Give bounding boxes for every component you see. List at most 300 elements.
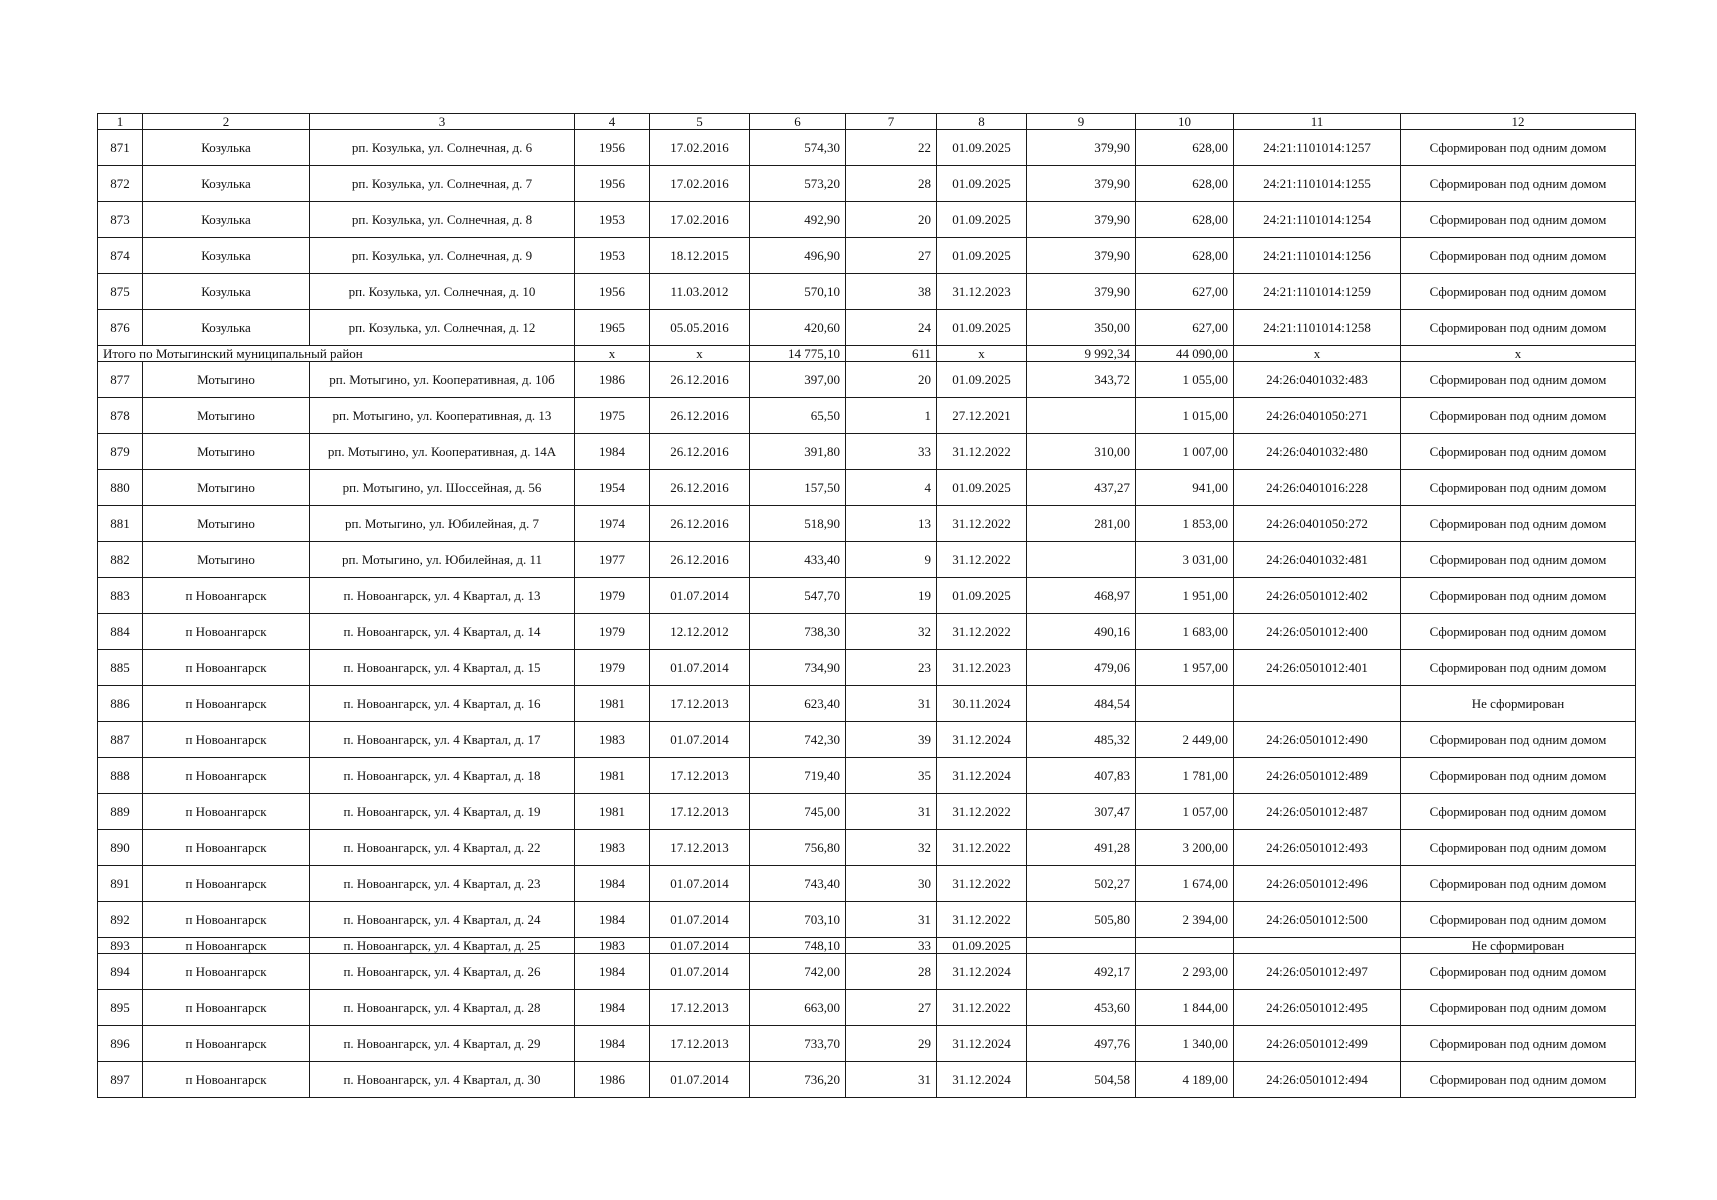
land-status-cell: Сформирован под одним домом xyxy=(1401,166,1636,202)
area-cell: 738,30 xyxy=(750,614,846,650)
land-status-cell: Сформирован под одним домом xyxy=(1401,578,1636,614)
cadastral-number-cell: 24:21:1101014:1254 xyxy=(1234,202,1401,238)
cost-cell: 307,47 xyxy=(1027,794,1136,830)
address-cell: рп. Мотыгино, ул. Кооперативная, д. 14А xyxy=(310,434,575,470)
address-cell: п. Новоангарск, ул. 4 Квартал, д. 26 xyxy=(310,954,575,990)
date-cell: 01.07.2014 xyxy=(650,1062,750,1098)
cadastral-number-cell: 24:26:0401032:480 xyxy=(1234,434,1401,470)
land-area-cell: 2 394,00 xyxy=(1136,902,1234,938)
locality-cell: п Новоангарск xyxy=(143,990,310,1026)
address-cell: п. Новоангарск, ул. 4 Квартал, д. 18 xyxy=(310,758,575,794)
address-cell: рп. Козулька, ул. Солнечная, д. 8 xyxy=(310,202,575,238)
land-status-cell: Сформирован под одним домом xyxy=(1401,310,1636,346)
subtotal-area-cell: 14 775,10 xyxy=(750,346,846,362)
cadastral-number-cell: 24:26:0501012:402 xyxy=(1234,578,1401,614)
residents-count-cell: 39 xyxy=(846,722,937,758)
land-area-cell: 1 781,00 xyxy=(1136,758,1234,794)
locality-cell: п Новоангарск xyxy=(143,650,310,686)
land-area-cell: 1 853,00 xyxy=(1136,506,1234,542)
cost-cell: 502,27 xyxy=(1027,866,1136,902)
date-cell: 11.03.2012 xyxy=(650,274,750,310)
residents-count-cell: 13 xyxy=(846,506,937,542)
deadline-date-cell: 31.12.2023 xyxy=(937,274,1027,310)
land-area-cell: 1 951,00 xyxy=(1136,578,1234,614)
year-cell: 1986 xyxy=(575,1062,650,1098)
deadline-date-cell: 31.12.2022 xyxy=(937,434,1027,470)
column-number-header: 12 xyxy=(1401,114,1636,130)
cost-cell: 379,90 xyxy=(1027,238,1136,274)
row-number-cell: 893 xyxy=(98,938,143,954)
area-cell: 736,20 xyxy=(750,1062,846,1098)
address-cell: п. Новоангарск, ул. 4 Квартал, д. 17 xyxy=(310,722,575,758)
residents-count-cell: 1 xyxy=(846,398,937,434)
cadastral-number-cell: 24:26:0501012:400 xyxy=(1234,614,1401,650)
row-number-cell: 890 xyxy=(98,830,143,866)
address-cell: п. Новоангарск, ул. 4 Квартал, д. 30 xyxy=(310,1062,575,1098)
row-number-cell: 882 xyxy=(98,542,143,578)
residents-count-cell: 20 xyxy=(846,202,937,238)
cadastral-number-cell: 24:21:1101014:1256 xyxy=(1234,238,1401,274)
land-area-cell: 4 189,00 xyxy=(1136,1062,1234,1098)
deadline-date-cell: 31.12.2022 xyxy=(937,990,1027,1026)
date-cell: 17.12.2013 xyxy=(650,794,750,830)
row-number-cell: 881 xyxy=(98,506,143,542)
deadline-date-cell: 31.12.2022 xyxy=(937,866,1027,902)
land-status-cell: Не сформирован xyxy=(1401,938,1636,954)
date-cell: 05.05.2016 xyxy=(650,310,750,346)
address-cell: п. Новоангарск, ул. 4 Квартал, д. 23 xyxy=(310,866,575,902)
residents-count-cell: 32 xyxy=(846,614,937,650)
row-number-cell: 879 xyxy=(98,434,143,470)
date-cell: 26.12.2016 xyxy=(650,470,750,506)
row-number-cell: 888 xyxy=(98,758,143,794)
locality-cell: Козулька xyxy=(143,130,310,166)
residents-count-cell: 28 xyxy=(846,166,937,202)
cost-cell: 505,80 xyxy=(1027,902,1136,938)
land-area-cell: 941,00 xyxy=(1136,470,1234,506)
table-row xyxy=(98,130,1636,166)
land-area-cell: 1 015,00 xyxy=(1136,398,1234,434)
residents-count-cell: 23 xyxy=(846,650,937,686)
year-cell: 1981 xyxy=(575,794,650,830)
table-row xyxy=(98,794,1636,830)
residents-count-cell: 28 xyxy=(846,954,937,990)
land-area-cell: 1 957,00 xyxy=(1136,650,1234,686)
row-number-cell: 873 xyxy=(98,202,143,238)
cadastral-number-cell xyxy=(1234,938,1401,954)
area-cell: 745,00 xyxy=(750,794,846,830)
cost-cell: 453,60 xyxy=(1027,990,1136,1026)
cost-cell: 504,58 xyxy=(1027,1062,1136,1098)
column-number-header: 8 xyxy=(937,114,1027,130)
year-cell: 1953 xyxy=(575,202,650,238)
residents-count-cell: 33 xyxy=(846,434,937,470)
table-row xyxy=(98,238,1636,274)
deadline-date-cell: 31.12.2022 xyxy=(937,542,1027,578)
year-cell: 1983 xyxy=(575,722,650,758)
locality-cell: п Новоангарск xyxy=(143,578,310,614)
year-cell: 1954 xyxy=(575,470,650,506)
deadline-date-cell: 01.09.2025 xyxy=(937,470,1027,506)
year-cell: 1984 xyxy=(575,1026,650,1062)
subtotal-label: Итого по Мотыгинский муниципальный район xyxy=(98,346,575,362)
residents-count-cell: 38 xyxy=(846,274,937,310)
cost-cell: 379,90 xyxy=(1027,166,1136,202)
table-row xyxy=(98,866,1636,902)
cadastral-number-cell xyxy=(1234,686,1401,722)
deadline-date-cell: 01.09.2025 xyxy=(937,238,1027,274)
column-number-header: 6 xyxy=(750,114,846,130)
deadline-date-cell: 27.12.2021 xyxy=(937,398,1027,434)
subtotal-deadline-cell: x xyxy=(937,346,1027,362)
residents-count-cell: 29 xyxy=(846,1026,937,1062)
subtotal-cost-cell: 9 992,34 xyxy=(1027,346,1136,362)
date-cell: 01.07.2014 xyxy=(650,650,750,686)
table-row xyxy=(98,202,1636,238)
address-cell: рп. Мотыгино, ул. Кооперативная, д. 13 xyxy=(310,398,575,434)
land-area-cell: 1 683,00 xyxy=(1136,614,1234,650)
table-row xyxy=(98,830,1636,866)
address-cell: п. Новоангарск, ул. 4 Квартал, д. 28 xyxy=(310,990,575,1026)
land-area-cell: 3 031,00 xyxy=(1136,542,1234,578)
land-area-cell xyxy=(1136,686,1234,722)
residents-count-cell: 27 xyxy=(846,990,937,1026)
table-row xyxy=(98,542,1636,578)
locality-cell: п Новоангарск xyxy=(143,866,310,902)
area-cell: 748,10 xyxy=(750,938,846,954)
locality-cell: Козулька xyxy=(143,202,310,238)
land-status-cell: Сформирован под одним домом xyxy=(1401,434,1636,470)
year-cell: 1981 xyxy=(575,758,650,794)
address-cell: рп. Мотыгино, ул. Шоссейная, д. 56 xyxy=(310,470,575,506)
cadastral-number-cell: 24:26:0501012:495 xyxy=(1234,990,1401,1026)
cadastral-number-cell: 24:21:1101014:1259 xyxy=(1234,274,1401,310)
deadline-date-cell: 01.09.2025 xyxy=(937,578,1027,614)
year-cell: 1965 xyxy=(575,310,650,346)
area-cell: 391,80 xyxy=(750,434,846,470)
locality-cell: п Новоангарск xyxy=(143,686,310,722)
area-cell: 397,00 xyxy=(750,362,846,398)
land-status-cell: Сформирован под одним домом xyxy=(1401,238,1636,274)
year-cell: 1979 xyxy=(575,614,650,650)
row-number-cell: 874 xyxy=(98,238,143,274)
cost-cell: 492,17 xyxy=(1027,954,1136,990)
row-number-cell: 875 xyxy=(98,274,143,310)
address-cell: п. Новоангарск, ул. 4 Квартал, д. 16 xyxy=(310,686,575,722)
land-status-cell: Сформирован под одним домом xyxy=(1401,1062,1636,1098)
row-number-cell: 889 xyxy=(98,794,143,830)
year-cell: 1983 xyxy=(575,938,650,954)
cost-cell: 379,90 xyxy=(1027,274,1136,310)
housing-registry-table xyxy=(97,113,1636,1098)
row-number-cell: 883 xyxy=(98,578,143,614)
year-cell: 1975 xyxy=(575,398,650,434)
land-area-cell: 1 057,00 xyxy=(1136,794,1234,830)
cost-cell: 468,97 xyxy=(1027,578,1136,614)
area-cell: 518,90 xyxy=(750,506,846,542)
row-number-cell: 894 xyxy=(98,954,143,990)
date-cell: 17.02.2016 xyxy=(650,202,750,238)
cost-cell: 350,00 xyxy=(1027,310,1136,346)
land-status-cell: Сформирован под одним домом xyxy=(1401,794,1636,830)
locality-cell: Мотыгино xyxy=(143,506,310,542)
cadastral-number-cell: 24:21:1101014:1255 xyxy=(1234,166,1401,202)
table-row xyxy=(98,686,1636,722)
date-cell: 17.12.2013 xyxy=(650,686,750,722)
table-row xyxy=(98,614,1636,650)
land-status-cell: Сформирован под одним домом xyxy=(1401,542,1636,578)
row-number-cell: 878 xyxy=(98,398,143,434)
land-status-cell: Сформирован под одним домом xyxy=(1401,130,1636,166)
address-cell: рп. Мотыгино, ул. Кооперативная, д. 10б xyxy=(310,362,575,398)
year-cell: 1984 xyxy=(575,990,650,1026)
row-number-cell: 880 xyxy=(98,470,143,506)
land-status-cell: Сформирован под одним домом xyxy=(1401,722,1636,758)
residents-count-cell: 20 xyxy=(846,362,937,398)
address-cell: п. Новоангарск, ул. 4 Квартал, д. 24 xyxy=(310,902,575,938)
year-cell: 1981 xyxy=(575,686,650,722)
residents-count-cell: 32 xyxy=(846,830,937,866)
table-row xyxy=(98,722,1636,758)
deadline-date-cell: 31.12.2024 xyxy=(937,1062,1027,1098)
land-status-cell: Сформирован под одним домом xyxy=(1401,758,1636,794)
cadastral-number-cell: 24:26:0401016:228 xyxy=(1234,470,1401,506)
land-status-cell: Сформирован под одним домом xyxy=(1401,274,1636,310)
land-status-cell: Сформирован под одним домом xyxy=(1401,866,1636,902)
land-area-cell xyxy=(1136,938,1234,954)
year-cell: 1984 xyxy=(575,902,650,938)
land-status-cell: Сформирован под одним домом xyxy=(1401,506,1636,542)
cadastral-number-cell: 24:26:0501012:500 xyxy=(1234,902,1401,938)
subtotal-count-cell: 611 xyxy=(846,346,937,362)
address-cell: п. Новоангарск, ул. 4 Квартал, д. 25 xyxy=(310,938,575,954)
deadline-date-cell: 01.09.2025 xyxy=(937,938,1027,954)
residents-count-cell: 31 xyxy=(846,686,937,722)
cadastral-number-cell: 24:26:0401050:271 xyxy=(1234,398,1401,434)
year-cell: 1979 xyxy=(575,650,650,686)
table-row xyxy=(98,1026,1636,1062)
column-number-header: 7 xyxy=(846,114,937,130)
row-number-cell: 895 xyxy=(98,990,143,1026)
locality-cell: п Новоангарск xyxy=(143,794,310,830)
row-number-cell: 891 xyxy=(98,866,143,902)
year-cell: 1953 xyxy=(575,238,650,274)
column-number-header: 2 xyxy=(143,114,310,130)
date-cell: 26.12.2016 xyxy=(650,398,750,434)
column-number-header: 3 xyxy=(310,114,575,130)
land-status-cell: Сформирован под одним домом xyxy=(1401,398,1636,434)
land-area-cell: 628,00 xyxy=(1136,238,1234,274)
area-cell: 733,70 xyxy=(750,1026,846,1062)
cadastral-number-cell: 24:26:0401032:481 xyxy=(1234,542,1401,578)
address-cell: рп. Мотыгино, ул. Юбилейная, д. 11 xyxy=(310,542,575,578)
address-cell: п. Новоангарск, ул. 4 Квартал, д. 13 xyxy=(310,578,575,614)
area-cell: 570,10 xyxy=(750,274,846,310)
residents-count-cell: 19 xyxy=(846,578,937,614)
table-row xyxy=(98,902,1636,938)
land-area-cell: 2 293,00 xyxy=(1136,954,1234,990)
table-row xyxy=(98,398,1636,434)
year-cell: 1986 xyxy=(575,362,650,398)
year-cell: 1974 xyxy=(575,506,650,542)
registry-sheet xyxy=(97,113,1635,1098)
land-area-cell: 627,00 xyxy=(1136,274,1234,310)
cadastral-number-cell: 24:26:0501012:494 xyxy=(1234,1062,1401,1098)
year-cell: 1956 xyxy=(575,274,650,310)
deadline-date-cell: 01.09.2025 xyxy=(937,166,1027,202)
area-cell: 420,60 xyxy=(750,310,846,346)
area-cell: 433,40 xyxy=(750,542,846,578)
area-cell: 623,40 xyxy=(750,686,846,722)
subtotal-status-cell: x xyxy=(1401,346,1636,362)
deadline-date-cell: 01.09.2025 xyxy=(937,130,1027,166)
cost-cell: 343,72 xyxy=(1027,362,1136,398)
column-number-header: 4 xyxy=(575,114,650,130)
column-number-header: 1 xyxy=(98,114,143,130)
date-cell: 26.12.2016 xyxy=(650,542,750,578)
land-area-cell: 628,00 xyxy=(1136,130,1234,166)
address-cell: п. Новоангарск, ул. 4 Квартал, д. 14 xyxy=(310,614,575,650)
land-status-cell: Сформирован под одним домом xyxy=(1401,954,1636,990)
cadastral-number-cell: 24:26:0501012:499 xyxy=(1234,1026,1401,1062)
subtotal-year-cell: x xyxy=(575,346,650,362)
table-row xyxy=(98,650,1636,686)
land-status-cell: Сформирован под одним домом xyxy=(1401,830,1636,866)
table-row xyxy=(98,470,1636,506)
year-cell: 1977 xyxy=(575,542,650,578)
cadastral-number-cell: 24:26:0501012:487 xyxy=(1234,794,1401,830)
cost-cell: 437,27 xyxy=(1027,470,1136,506)
deadline-date-cell: 31.12.2022 xyxy=(937,902,1027,938)
column-number-header: 9 xyxy=(1027,114,1136,130)
area-cell: 663,00 xyxy=(750,990,846,1026)
deadline-date-cell: 31.12.2024 xyxy=(937,722,1027,758)
row-number-cell: 896 xyxy=(98,1026,143,1062)
area-cell: 65,50 xyxy=(750,398,846,434)
date-cell: 17.12.2013 xyxy=(650,1026,750,1062)
area-cell: 547,70 xyxy=(750,578,846,614)
date-cell: 17.12.2013 xyxy=(650,758,750,794)
subtotal-land-cell: 44 090,00 xyxy=(1136,346,1234,362)
address-cell: п. Новоангарск, ул. 4 Квартал, д. 29 xyxy=(310,1026,575,1062)
deadline-date-cell: 31.12.2022 xyxy=(937,506,1027,542)
deadline-date-cell: 30.11.2024 xyxy=(937,686,1027,722)
table-row xyxy=(98,166,1636,202)
year-cell: 1984 xyxy=(575,434,650,470)
locality-cell: п Новоангарск xyxy=(143,1026,310,1062)
row-number-cell: 885 xyxy=(98,650,143,686)
residents-count-cell: 4 xyxy=(846,470,937,506)
land-area-cell: 1 674,00 xyxy=(1136,866,1234,902)
land-status-cell: Сформирован под одним домом xyxy=(1401,1026,1636,1062)
row-number-cell: 897 xyxy=(98,1062,143,1098)
date-cell: 01.07.2014 xyxy=(650,954,750,990)
column-number-header-row xyxy=(98,114,1636,130)
date-cell: 17.02.2016 xyxy=(650,130,750,166)
address-cell: п. Новоангарск, ул. 4 Квартал, д. 22 xyxy=(310,830,575,866)
date-cell: 17.02.2016 xyxy=(650,166,750,202)
residents-count-cell: 30 xyxy=(846,866,937,902)
table-row xyxy=(98,274,1636,310)
area-cell: 157,50 xyxy=(750,470,846,506)
cost-cell: 379,90 xyxy=(1027,202,1136,238)
date-cell: 01.07.2014 xyxy=(650,902,750,938)
cadastral-number-cell: 24:26:0501012:493 xyxy=(1234,830,1401,866)
address-cell: п. Новоангарск, ул. 4 Квартал, д. 15 xyxy=(310,650,575,686)
residents-count-cell: 35 xyxy=(846,758,937,794)
cost-cell xyxy=(1027,938,1136,954)
land-status-cell: Сформирован под одним домом xyxy=(1401,202,1636,238)
land-area-cell: 3 200,00 xyxy=(1136,830,1234,866)
land-area-cell: 1 340,00 xyxy=(1136,1026,1234,1062)
year-cell: 1979 xyxy=(575,578,650,614)
area-cell: 719,40 xyxy=(750,758,846,794)
locality-cell: Козулька xyxy=(143,274,310,310)
date-cell: 18.12.2015 xyxy=(650,238,750,274)
column-number-header: 10 xyxy=(1136,114,1234,130)
cost-cell: 491,28 xyxy=(1027,830,1136,866)
cost-cell: 479,06 xyxy=(1027,650,1136,686)
locality-cell: Козулька xyxy=(143,310,310,346)
date-cell: 26.12.2016 xyxy=(650,506,750,542)
cost-cell: 490,16 xyxy=(1027,614,1136,650)
area-cell: 496,90 xyxy=(750,238,846,274)
locality-cell: Мотыгино xyxy=(143,434,310,470)
land-area-cell: 628,00 xyxy=(1136,166,1234,202)
deadline-date-cell: 31.12.2022 xyxy=(937,830,1027,866)
locality-cell: п Новоангарск xyxy=(143,758,310,794)
year-cell: 1983 xyxy=(575,830,650,866)
area-cell: 492,90 xyxy=(750,202,846,238)
table-row xyxy=(98,362,1636,398)
deadline-date-cell: 31.12.2024 xyxy=(937,1026,1027,1062)
area-cell: 756,80 xyxy=(750,830,846,866)
row-number-cell: 877 xyxy=(98,362,143,398)
row-number-cell: 871 xyxy=(98,130,143,166)
land-status-cell: Сформирован под одним домом xyxy=(1401,902,1636,938)
address-cell: рп. Козулька, ул. Солнечная, д. 9 xyxy=(310,238,575,274)
land-area-cell: 2 449,00 xyxy=(1136,722,1234,758)
cost-cell: 407,83 xyxy=(1027,758,1136,794)
locality-cell: п Новоангарск xyxy=(143,1062,310,1098)
row-number-cell: 872 xyxy=(98,166,143,202)
cadastral-number-cell: 24:26:0501012:489 xyxy=(1234,758,1401,794)
area-cell: 573,20 xyxy=(750,166,846,202)
year-cell: 1984 xyxy=(575,954,650,990)
locality-cell: Мотыгино xyxy=(143,542,310,578)
cadastral-number-cell: 24:26:0401032:483 xyxy=(1234,362,1401,398)
land-status-cell: Сформирован под одним домом xyxy=(1401,470,1636,506)
land-area-cell: 1 055,00 xyxy=(1136,362,1234,398)
year-cell: 1956 xyxy=(575,130,650,166)
date-cell: 17.12.2013 xyxy=(650,990,750,1026)
date-cell: 01.07.2014 xyxy=(650,866,750,902)
table-row xyxy=(98,1062,1636,1098)
table-row xyxy=(98,310,1636,346)
locality-cell: п Новоангарск xyxy=(143,938,310,954)
column-number-header: 11 xyxy=(1234,114,1401,130)
date-cell: 01.07.2014 xyxy=(650,938,750,954)
deadline-date-cell: 31.12.2024 xyxy=(937,758,1027,794)
residents-count-cell: 31 xyxy=(846,1062,937,1098)
date-cell: 26.12.2016 xyxy=(650,362,750,398)
cost-cell: 497,76 xyxy=(1027,1026,1136,1062)
address-cell: рп. Козулька, ул. Солнечная, д. 6 xyxy=(310,130,575,166)
residents-count-cell: 31 xyxy=(846,902,937,938)
date-cell: 01.07.2014 xyxy=(650,578,750,614)
locality-cell: Козулька xyxy=(143,238,310,274)
address-cell: п. Новоангарск, ул. 4 Квартал, д. 19 xyxy=(310,794,575,830)
